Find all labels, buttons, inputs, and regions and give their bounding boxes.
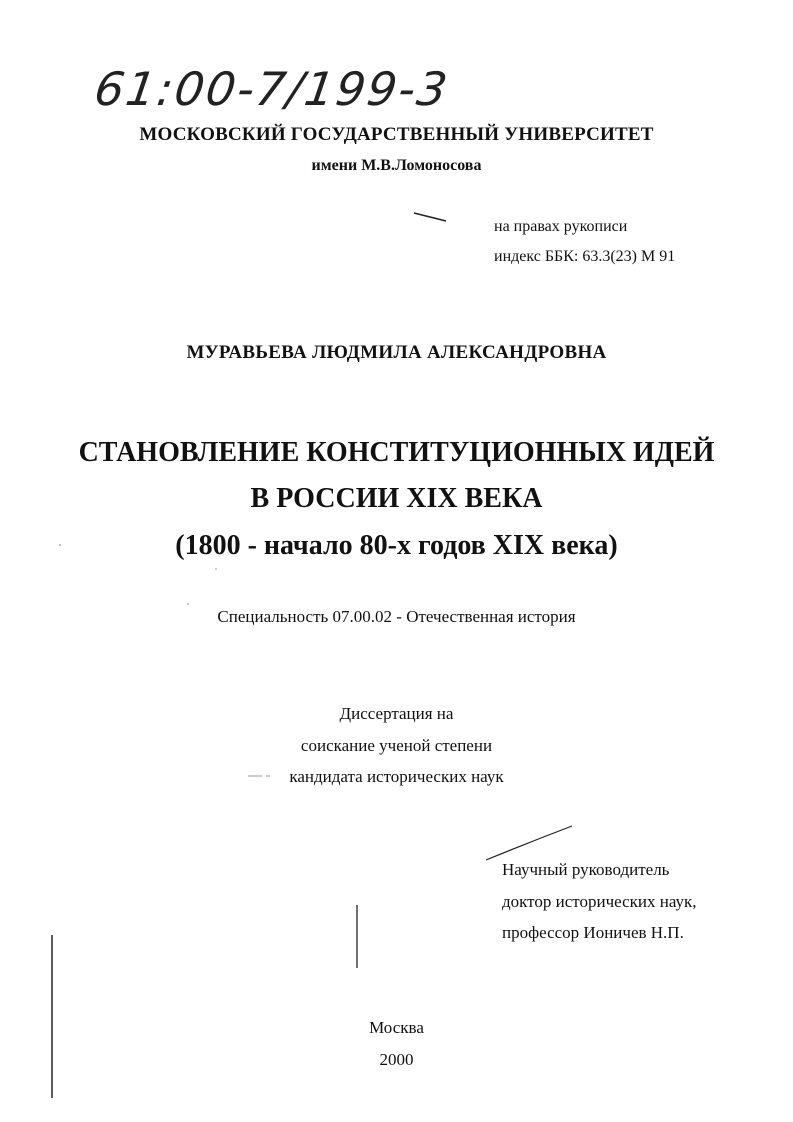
author-name: МУРАВЬЕВА ЛЮДМИЛА АЛЕКСАНДРОВНА <box>186 342 607 363</box>
year: 2000 <box>379 1050 414 1069</box>
supervisor-degree: доктор исторических наук, <box>502 892 697 911</box>
signature-stroke <box>486 826 572 860</box>
supervisor-name: профессор Ионичев Н.П. <box>502 923 684 942</box>
scan-dot <box>59 544 61 546</box>
title-line-2: В РОССИИ XIX ВЕКА <box>250 483 543 514</box>
dissertation-line-1: Диссертация на <box>339 704 454 723</box>
handwritten-archive-number: 61:00-7/199-3 <box>91 62 453 116</box>
title-line-1: СТАНОВЛЕНИЕ КОНСТИТУЦИОННЫХ ИДЕЙ <box>78 437 715 468</box>
scan-dot <box>187 603 189 605</box>
rights-line: на правах рукописи <box>494 218 628 235</box>
specialty: Специальность 07.00.02 - Отечественная история <box>217 607 576 626</box>
dissertation-line-2: соискание ученой степени <box>300 736 493 755</box>
university-name: МОСКОВСКИЙ ГОСУДАРСТВЕННЫЙ УНИВЕРСИТЕТ <box>139 124 654 145</box>
scan-dot <box>215 568 217 570</box>
university-subtitle: имени М.В.Ломоносова <box>311 157 482 174</box>
pen-stroke-mark <box>414 213 446 221</box>
dissertation-line-3: кандидата исторических наук <box>289 767 504 786</box>
title-line-3: (1800 - начало 80-х годов XIX века) <box>175 530 618 561</box>
bbk-index: индекс ББК: 63.3(23) М 91 <box>494 248 676 265</box>
supervisor-title: Научный руководитель <box>502 860 670 879</box>
city: Москва <box>369 1018 424 1037</box>
